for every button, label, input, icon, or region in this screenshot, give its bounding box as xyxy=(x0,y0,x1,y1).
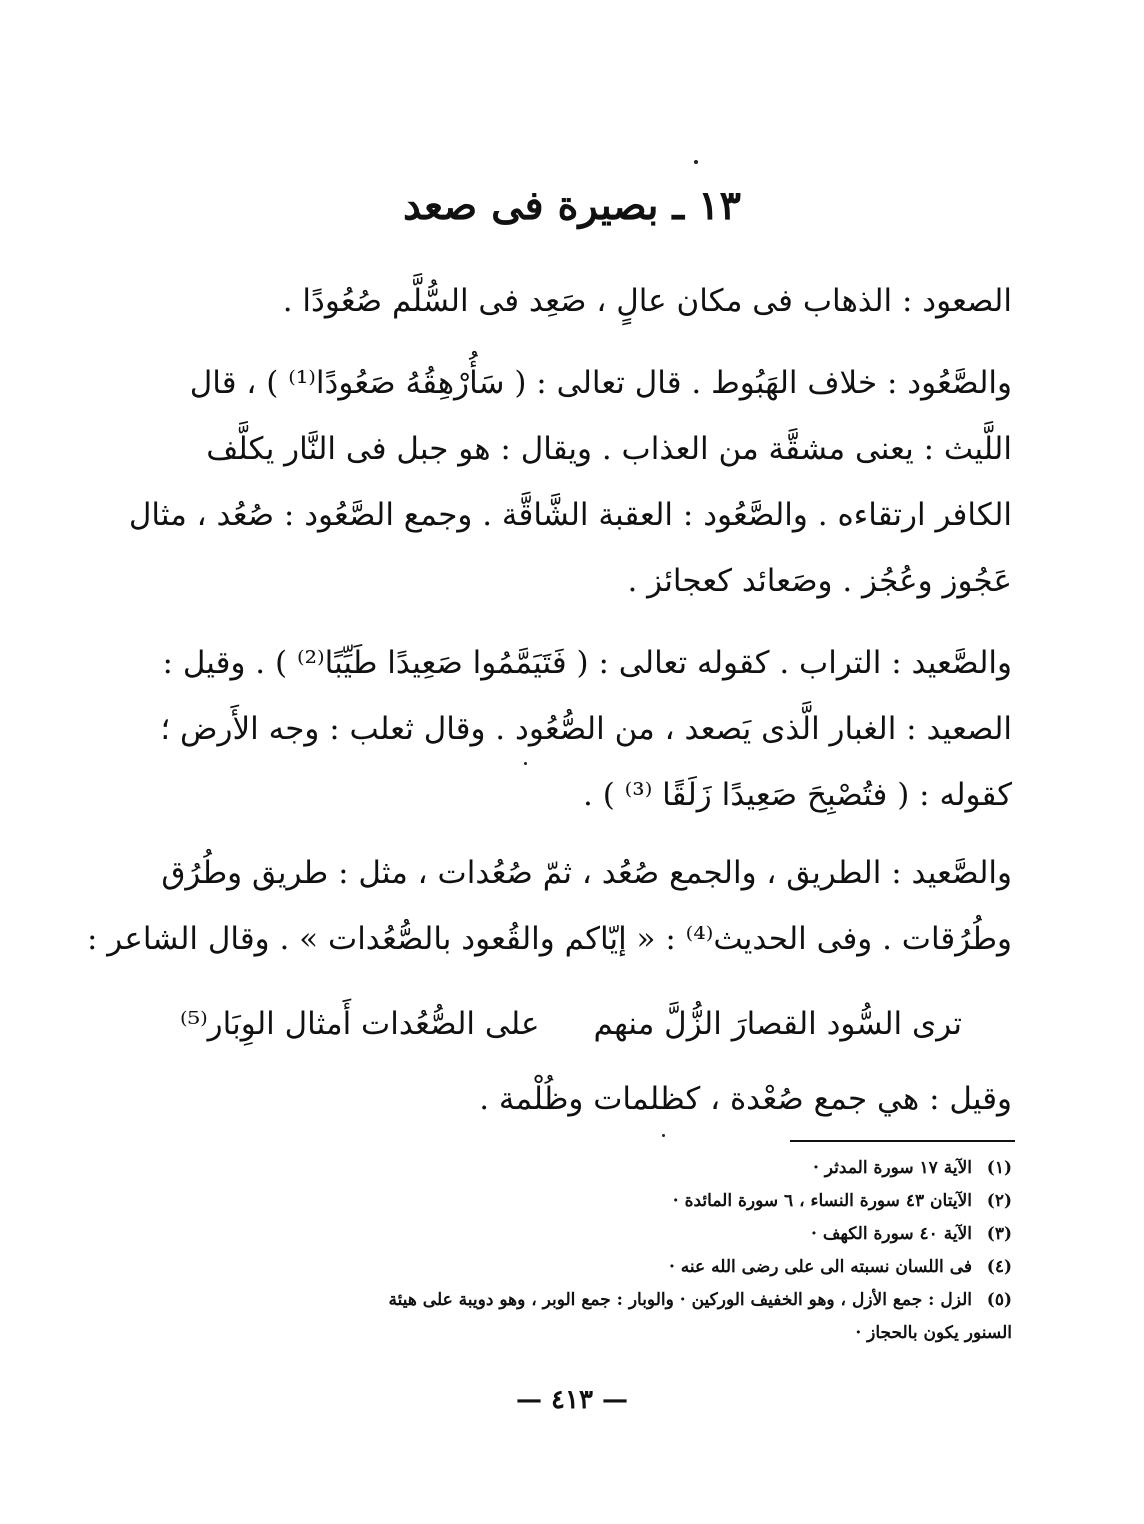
footnote xyxy=(140,1152,1012,1185)
paragraph-2 xyxy=(128,350,1012,614)
verse-first-hemistich: ترى السُّود القصارَ الزُّلَّ منهم xyxy=(593,1006,962,1042)
footnotes xyxy=(140,1152,1012,1350)
footnote-text: الآية ٤٠ سورة الكهف · xyxy=(811,1224,972,1244)
footnote-text: فى اللسان نسبته الى على رضى الله عنه · xyxy=(668,1257,972,1277)
closing-paragraph xyxy=(132,1066,1012,1132)
text-line: وطُرُقات . وفى الحديث⁽⁴⁾ : « إيّاكم والقُعود بالصُّعُدات » . وقال الشاعر : xyxy=(86,921,1012,957)
speck xyxy=(694,160,698,164)
footnote-continuation xyxy=(140,1317,1012,1350)
footnote xyxy=(140,1251,1012,1284)
footnote-text: الآية ١٧ سورة المدثر · xyxy=(812,1158,972,1178)
text-line: الكافر ارتقاءه . والصَّعُود : العقبة الشَّاقَّة . وجمع الصَّعُود : صُعُد ، مثال xyxy=(128,497,1012,533)
text-line: وقيل : هي جمع صُعْدة ، كظلمات وظُلْمة . xyxy=(479,1081,1012,1117)
text-line: الصعيد : الغبار الَّذى يَصعد ، من الصُّعُود . وقال ثعلب : وجه الأَرض ؛ xyxy=(160,711,1012,747)
text-line: والصَّعيد : الطريق ، والجمع صُعُد ، ثمّ صُعُدات ، مثل : طريق وطُرُق xyxy=(161,855,1012,891)
text-line: كقوله : ( فتُصْبِحَ صَعِيدًا زَلَقًا ⁽³⁾ ) . xyxy=(583,777,1012,813)
paragraph-1 xyxy=(132,268,1012,334)
paragraph-4 xyxy=(86,840,1012,972)
footnote-text: الآيتان ٤٣ سورة النساء ، ٦ سورة المائدة · xyxy=(672,1191,972,1211)
speck xyxy=(662,1134,665,1137)
footnote xyxy=(140,1218,1012,1251)
poem-verse xyxy=(180,994,962,1054)
footnote-number: (٣) xyxy=(986,1224,1012,1244)
page-number: — ٤١٣ — xyxy=(515,1385,629,1415)
text-line: والصَّعيد : التراب . كقوله تعالى : ( فَتَيَمَّمُوا صَعِيدًا طَيِّبًا⁽²⁾ ) . وقيل : xyxy=(162,645,1012,681)
footnote-number: (٤) xyxy=(986,1257,1012,1277)
text-line: اللَّيث : يعنى مشقَّة من العذاب . ويقال : هو جبل فى النَّار يكلَّف xyxy=(206,431,1012,467)
footnote-text: السنور يكون بالحجاز · xyxy=(855,1323,1012,1343)
footnote-number: (٢) xyxy=(986,1191,1012,1211)
footnote xyxy=(140,1185,1012,1218)
verse-second-hemistich: على الصُّعُدات أَمثال الوِبَار⁽⁵⁾ xyxy=(180,1006,540,1042)
footnote-separator xyxy=(790,1140,1015,1142)
text-line: الصعود : الذهاب فى مكان عالٍ ، صَعِد فى السُّلَّم صُعُودًا . xyxy=(282,283,1012,319)
text-line: عَجُوز وعُجُز . وصَعائد كعجائز . xyxy=(627,563,1012,599)
footnote-number: (١) xyxy=(986,1158,1012,1178)
text-line: والصَّعُود : خلاف الهَبُوط . قال تعالى : ( سَأُرْهِقُهُ صَعُودًا⁽¹⁾ ) ، قال xyxy=(189,365,1012,401)
page-title: ١٣ ـ بصيرة فى صعد xyxy=(402,182,742,229)
footnote xyxy=(140,1284,1012,1317)
footnote-number: (٥) xyxy=(986,1290,1012,1310)
paragraph-3 xyxy=(132,630,1012,828)
footnote-text: الزل : جمع الأزل ، وهو الخفيف الوركين · والوبار : جمع الوبر ، وهو دويبة على هيئة xyxy=(388,1290,972,1310)
